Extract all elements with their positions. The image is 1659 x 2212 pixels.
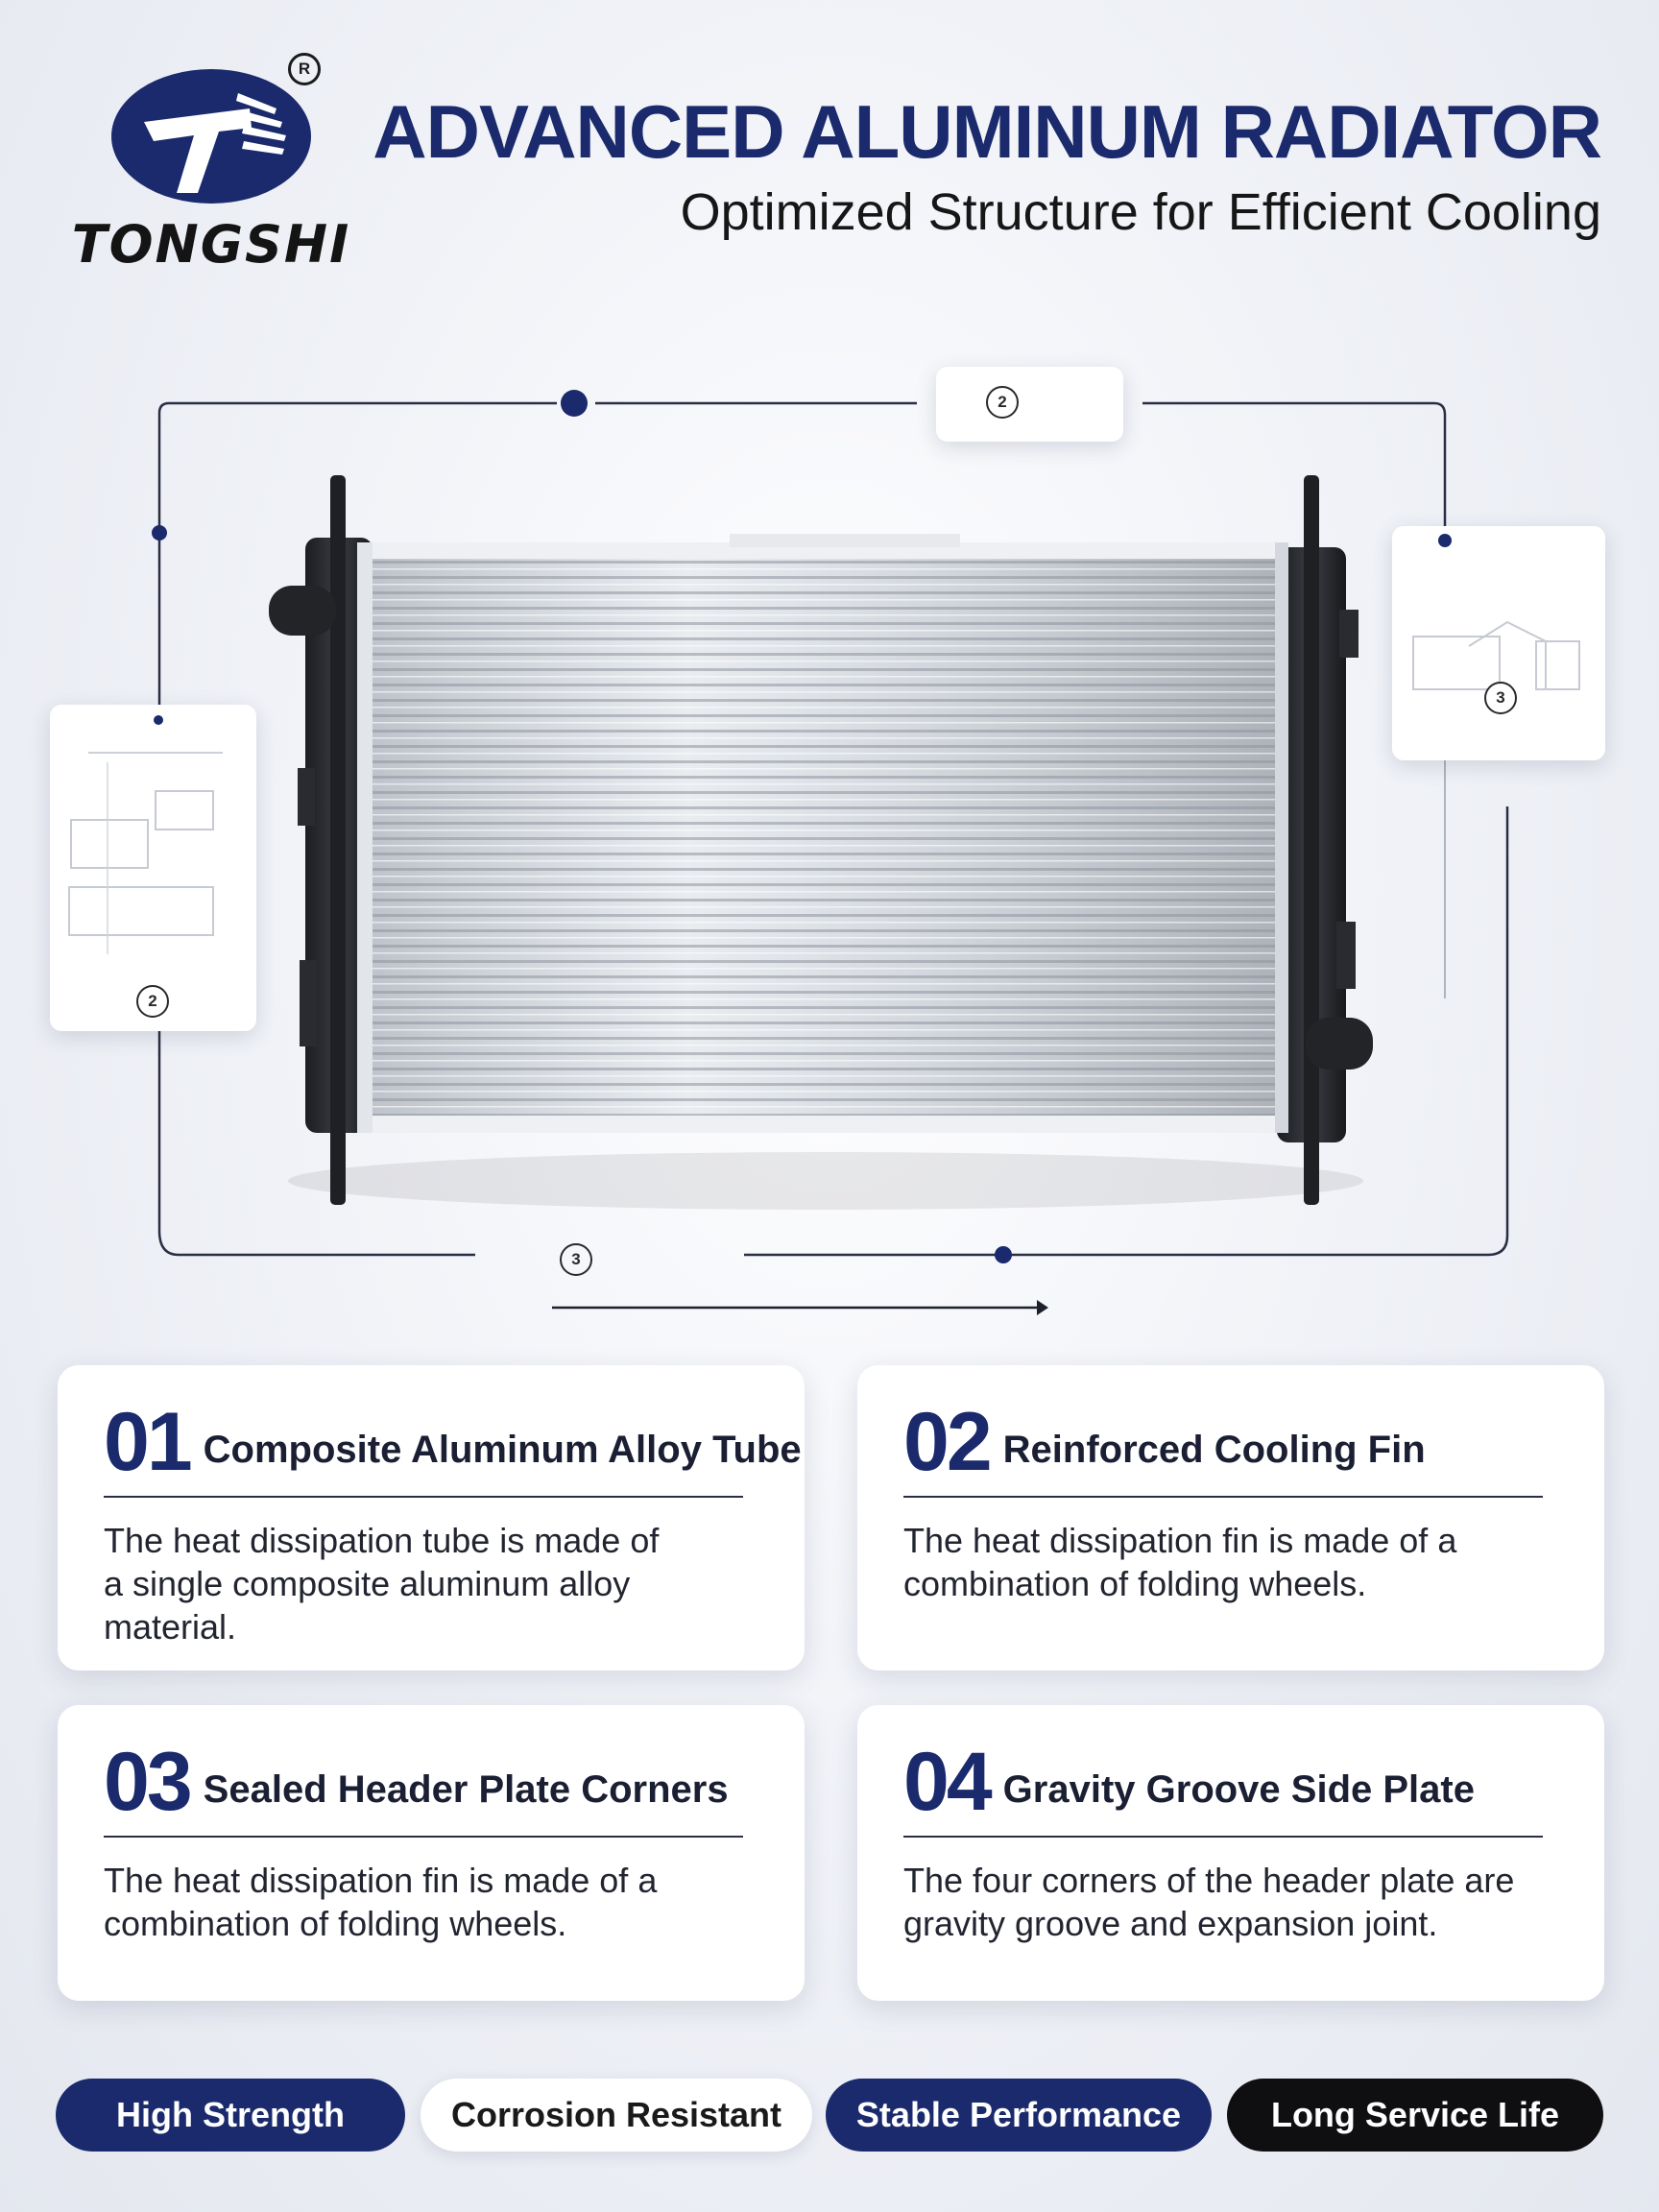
feature-header (903, 1736, 1575, 1828)
feature-card-02 (857, 1365, 1604, 1671)
tag-high-strength: High Strength (56, 2079, 405, 2152)
schematic-thumbnail (50, 705, 256, 1031)
feature-description: The heat dissipation fin is made of a combination of folding wheels. (104, 1861, 658, 1943)
callout-card-left (50, 705, 256, 1031)
feature-description: The heat dissipation tube is made of a single composite aluminum alloy material. (104, 1521, 660, 1647)
callout-card-right (1392, 526, 1605, 760)
page-subtitle: Optimized Structure for Efficient Cooling (680, 183, 1601, 241)
divider (903, 1496, 1543, 1498)
tongshi-logo-icon (106, 66, 317, 210)
feature-description: The four corners of the header plate are gravity groove and expansion joint. (903, 1861, 1515, 1943)
brand-name: TONGSHI (71, 214, 351, 275)
tag-long-service-life: Long Service Life (1227, 2079, 1603, 2152)
divider (104, 1496, 743, 1498)
feature-card-01 (58, 1365, 805, 1671)
callout-number: 3 (1484, 682, 1517, 714)
feature-header (903, 1396, 1575, 1488)
feature-number: 04 (903, 1736, 990, 1828)
feature-title: Composite Aluminum Alloy Tube (203, 1429, 802, 1471)
page-title: ADVANCED ALUMINUM RADIATOR (373, 89, 1601, 174)
tag-corrosion-resistant: Corrosion Resistant (421, 2079, 812, 2152)
feature-card-03 (58, 1705, 805, 2001)
callout-card-top (936, 367, 1123, 442)
feature-header (104, 1396, 802, 1488)
feature-title: Gravity Groove Side Plate (1002, 1768, 1475, 1811)
radiator-diagram (0, 346, 1659, 1354)
callout-number: 3 (560, 1243, 592, 1276)
callout-number: 2 (136, 985, 169, 1018)
feature-title: Sealed Header Plate Corners (203, 1768, 729, 1811)
brand-logo (58, 53, 365, 283)
registered-mark: R (288, 53, 321, 85)
feature-header (104, 1736, 776, 1828)
feature-title: Reinforced Cooling Fin (1002, 1429, 1426, 1471)
feature-number: 02 (903, 1396, 990, 1488)
divider (104, 1836, 743, 1838)
feature-number: 03 (104, 1736, 190, 1828)
feature-description: The heat dissipation fin is made of a combination of folding wheels. (903, 1521, 1457, 1603)
feature-number: 01 (104, 1396, 190, 1488)
callout-number: 2 (986, 386, 1019, 419)
schematic-thumbnail (1392, 526, 1605, 760)
feature-card-04 (857, 1705, 1604, 2001)
tag-stable-performance: Stable Performance (826, 2079, 1212, 2152)
divider (903, 1836, 1543, 1838)
